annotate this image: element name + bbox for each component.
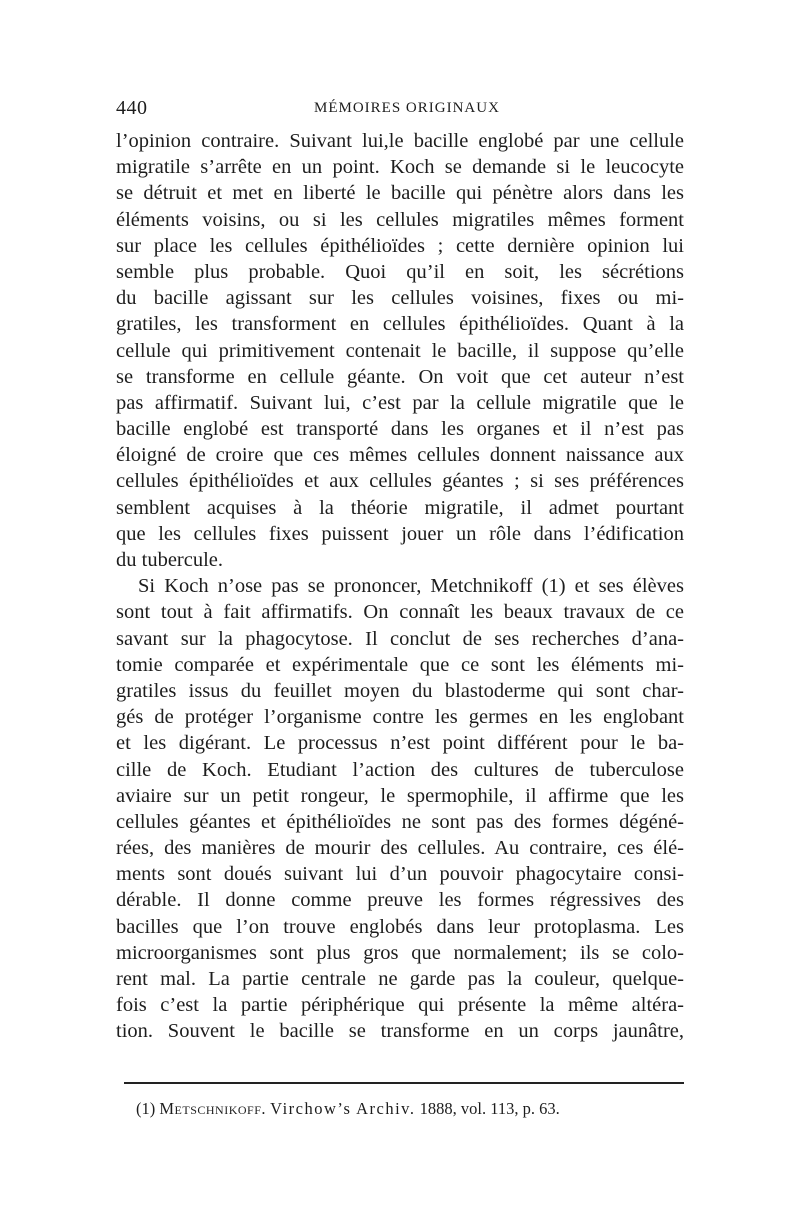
text-line: microorganismes sont plus gros que normalement; ils se colo-	[116, 941, 684, 964]
text-line: l’opinion contraire. Suivant lui,le bacille englobé par une cellule	[116, 130, 684, 152]
running-head	[116, 97, 684, 123]
text-line: rées, des manières de mourir des cellules. Au contraire, ces élé-	[116, 837, 684, 860]
text-line: du bacille agissant sur les cellules voisines, fixes ou mi-	[116, 287, 684, 310]
text-line: rent mal. La partie centrale ne garde pas la couleur, quelque-	[116, 968, 684, 990]
footnote	[136, 1099, 560, 1119]
text-line: cellules géantes et épithélioïdes ne sont pas des formes dégéné-	[116, 810, 684, 833]
footnote-rule	[124, 1082, 684, 1084]
text-line: et les digérant. Le processus n’est point différent pour le ba-	[116, 732, 684, 755]
text-line: gratiles, les transforment en cellules épithélioïdes. Quant à la	[116, 313, 684, 336]
text-line: gés de protéger l’organisme contre les germes en les englobant	[116, 706, 684, 729]
text-line: fois c’est la partie périphérique qui présente la même altéra-	[116, 994, 684, 1017]
text-line: aviaire sur un petit rongeur, le spermophile, il affirme que les	[116, 784, 684, 807]
text-line: ments sont doués suivant lui d’un pouvoir phagocytaire consi-	[116, 863, 684, 886]
footnote-marker: (1)	[136, 1099, 156, 1118]
text-line: pas affirmatif. Suivant lui, c’est par la cellule migratile que le	[116, 391, 684, 414]
text-line: éloigné de croire que ces mêmes cellules donnent naissance aux	[116, 444, 684, 467]
text-line: cellule qui primitivement contenait le bacille, il suppose qu’elle	[116, 339, 684, 362]
running-title: MÉMOIRES ORIGINAUX	[314, 100, 500, 116]
text-line: tion. Souvent le bacille se transforme en un corps jaunâtre,	[116, 1020, 684, 1043]
text-line: cille de Koch. Etudiant l’action des cultures de tuberculose	[116, 758, 684, 781]
footnote-details: 1888, vol. 113, p. 63.	[419, 1099, 560, 1118]
text-line: se transforme en cellule géante. On voit que cet auteur n’est	[116, 365, 684, 388]
text-line: que les cellules fixes puissent jouer un rôle dans l’édification	[116, 522, 684, 545]
footnote-author: Metschnikoff.	[159, 1099, 267, 1118]
text-line: semblent acquises à la théorie migratile, il admet pourtant	[116, 496, 684, 519]
text-line: semble plus probable. Quoi qu’il en soit, les sécrétions	[116, 260, 684, 283]
paragraph-start-line: Si Koch n’ose pas se prononcer, Metchnikoff (1) et ses élèves	[138, 575, 684, 598]
body-text	[116, 128, 684, 1045]
text-line: cellules épithélioïdes et aux cellules géantes ; si ses préférences	[116, 470, 684, 493]
text-line: bacilles que l’on trouve englobés dans leur protoplasma. Les	[116, 915, 684, 938]
text-line: dérable. Il donne comme preuve les formes régressives des	[116, 889, 684, 912]
text-line: bacille englobé est transporté dans les organes et il n’est pas	[116, 418, 684, 441]
text-line: se détruit et met en liberté le bacille qui pénètre alors dans les	[116, 182, 684, 205]
text-line: éléments voisins, ou si les cellules migratiles mêmes forment	[116, 208, 684, 231]
text-line: savant sur la phagocytose. Il conclut de ses recherches d’ana-	[116, 627, 684, 650]
page-number: 440	[116, 97, 148, 119]
text-line: tomie comparée et expérimentale que ce sont les éléments mi-	[116, 653, 684, 676]
text-line: gratiles issus du feuillet moyen du blastoderme qui sont char-	[116, 679, 684, 702]
paragraph-end-line: du tubercule.	[116, 549, 224, 571]
text-line: sur place les cellules épithélioïdes ; cette dernière opinion lui	[116, 234, 684, 257]
text-line: sont tout à fait affirmatifs. On connaît les beaux travaux de ce	[116, 601, 684, 624]
footnote-journal: Virchow’s Archiv.	[270, 1099, 416, 1118]
text-line: migratile s’arrête en un point. Koch se demande si le leucocyte	[116, 156, 684, 179]
